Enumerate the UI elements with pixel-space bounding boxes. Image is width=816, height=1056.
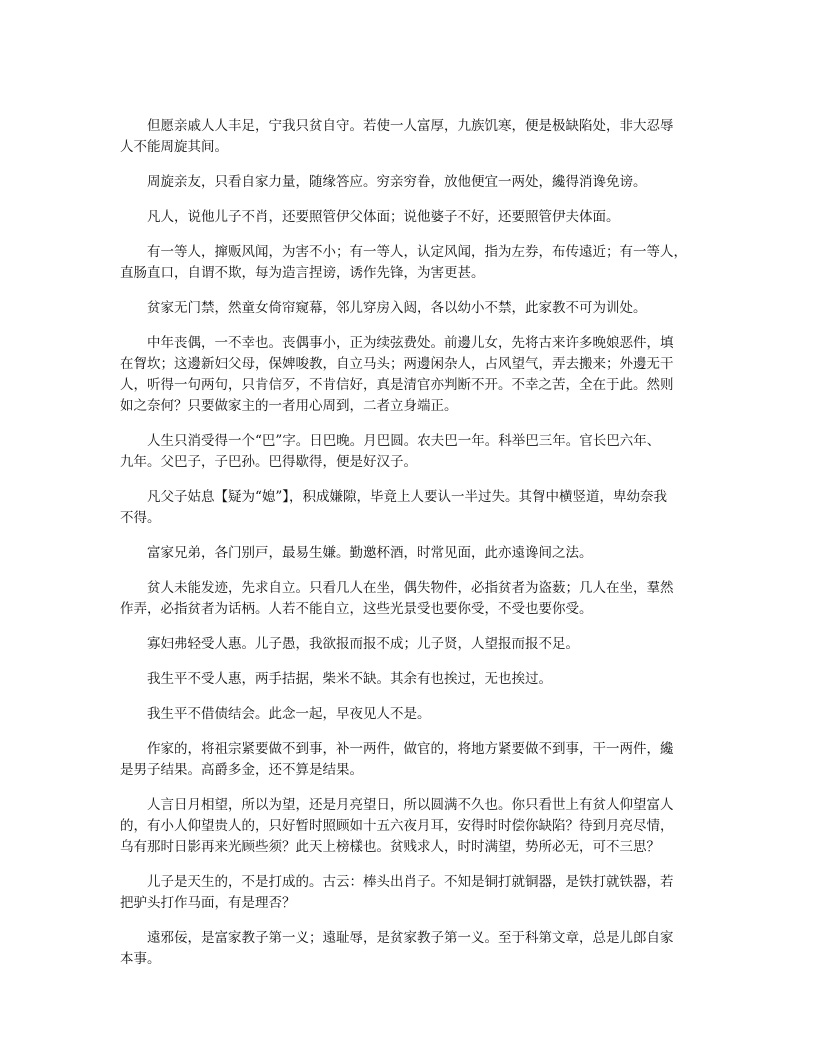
paragraph — [120, 298, 710, 319]
paragraph — [120, 172, 710, 193]
text-line: 是男子结果。高爵多金，还不算是结果。 — [120, 762, 363, 778]
paragraph — [120, 634, 710, 655]
text-line: 富家兄弟，各门别戸，最易生嫌。勤邀杯酒，时常见面，此亦遠谗间之法。 — [147, 545, 593, 561]
paragraph — [120, 928, 710, 970]
text-line: 我生平不借债结会。此念一起，早夜见人不是。 — [147, 706, 431, 722]
paragraph — [120, 207, 710, 228]
text-line: 作弄，必指贫者为话柄。人若不能自立，这些光景受也要你受，不受也要你受。 — [120, 601, 593, 617]
document-body — [120, 116, 710, 984]
text-line: 周旋亲友，只看自家力量，随缘答应。穷亲穷眷，放他便宜一两处，纔得消谗免谤。 — [147, 174, 647, 190]
paragraph — [120, 431, 710, 473]
text-line: 把驴头打作马面，有是理否？ — [120, 895, 296, 911]
text-line: 乌有那时日影再来光顾些须？此天上榜樣也。贫贱求人，时时满望，势所必无，可不三思？ — [120, 839, 660, 855]
paragraph — [120, 242, 710, 284]
text-line: 寡妇弗轻受人惠。儿子愚，我欲报而报不成；儿子贤，人望报而报不足。 — [147, 636, 579, 652]
paragraph — [120, 795, 710, 858]
text-line: 凡人，说他儿子不肖，还要照管伊父体面；说他婆子不好，还要照管伊夫体面。 — [147, 209, 620, 225]
text-line: 有一等人，撺贩风闻，为害不小；有一等人，认定风闻，指为左券，布传遠近；有一等人， — [147, 244, 687, 260]
text-line: 人不能周旋其间。 — [120, 139, 228, 155]
text-line: 不得。 — [120, 510, 161, 526]
text-line: 人言日月相望，所以为望，还是月亮望日，所以圆满不久也。你只看世上有贫人仰望富人 — [147, 797, 674, 813]
text-line: 的，有小人仰望贵人的，只好暂时照顾如十五六夜月耳，安得时时偿你缺陷？待到月亮尽情， — [120, 818, 674, 834]
paragraph — [120, 487, 710, 529]
text-line: 我生平不受人惠，两手拮据，柴米不缺。其余有也挨过，无也挨过。 — [147, 671, 552, 687]
text-line: 本事。 — [120, 951, 161, 967]
text-line: 但愿亲戚人人丰足，宁我只贫自守。若使一人富厚，九族饥寒，便是极缺陷处，非大忍辱 — [147, 118, 674, 134]
paragraph — [120, 872, 710, 914]
text-line: 贫人未能发迹，先求自立。只看几人在坐，偶失物件，必指贫者为盗薮；几人在坐，羣然 — [147, 580, 674, 596]
text-line: 作家的，将祖宗紧要做不到事，补一两件，做官的，将地方紧要做不到事，干一两件，纔 — [147, 741, 674, 757]
paragraph — [120, 543, 710, 564]
paragraph — [120, 739, 710, 781]
paragraph — [120, 333, 710, 417]
paragraph — [120, 578, 710, 620]
text-line: 遠邪佞，是富家教子第一义；遠耻辱，是贫家教子第一义。至于科第文章，总是儿郎自家 — [147, 930, 674, 946]
text-line: 直肠直口，自谓不欺，每为造言捏谤，诱作先锋，为害更甚。 — [120, 265, 485, 281]
text-line: 贫家无门禁，然童女倚帘窥幕，邻儿穿房入闼，各以幼小不禁，此家教不可为训处。 — [147, 300, 647, 316]
paragraph — [120, 669, 710, 690]
text-line: 儿子是天生的，不是打成的。古云：棒头出肖子。不知是铜打就铜器，是铁打就铁器，若 — [147, 874, 674, 890]
text-line: 如之奈何？只要做家主的一者用心周到，二者立身端正。 — [120, 398, 458, 414]
paragraph — [120, 704, 710, 725]
text-line: 凡父子姑息【疑为“媳”】，积成嫌隙，毕竟上人要认一半过失。其胷中横竖道，卑幼奈我 — [147, 489, 668, 505]
text-line: 在胷坎；这邊新妇父母，保婢唆教，自立马头；两邊闲杂人，占风望气，弄去搬来；外邊无干 — [120, 356, 674, 372]
text-line: 中年丧偶，一不幸也。丧偶事小，正为续弦费处。前邊儿女，先将古来许多晚娘恶件，填 — [147, 335, 674, 351]
text-line: 九年。父巴子，子巴孙。巴得歇得，便是好汉子。 — [120, 454, 417, 470]
text-line: 人，听得一句两句，只肯信歹，不肯信好，真是清官亦判断不开。不幸之苦，全在于此。然则 — [120, 377, 674, 393]
text-line: 人生只消受得一个“巴”字。日巴晚。月巴圆。农夫巴一年。科举巴三年。官长巴六年、 — [147, 433, 661, 449]
paragraph — [120, 116, 710, 158]
